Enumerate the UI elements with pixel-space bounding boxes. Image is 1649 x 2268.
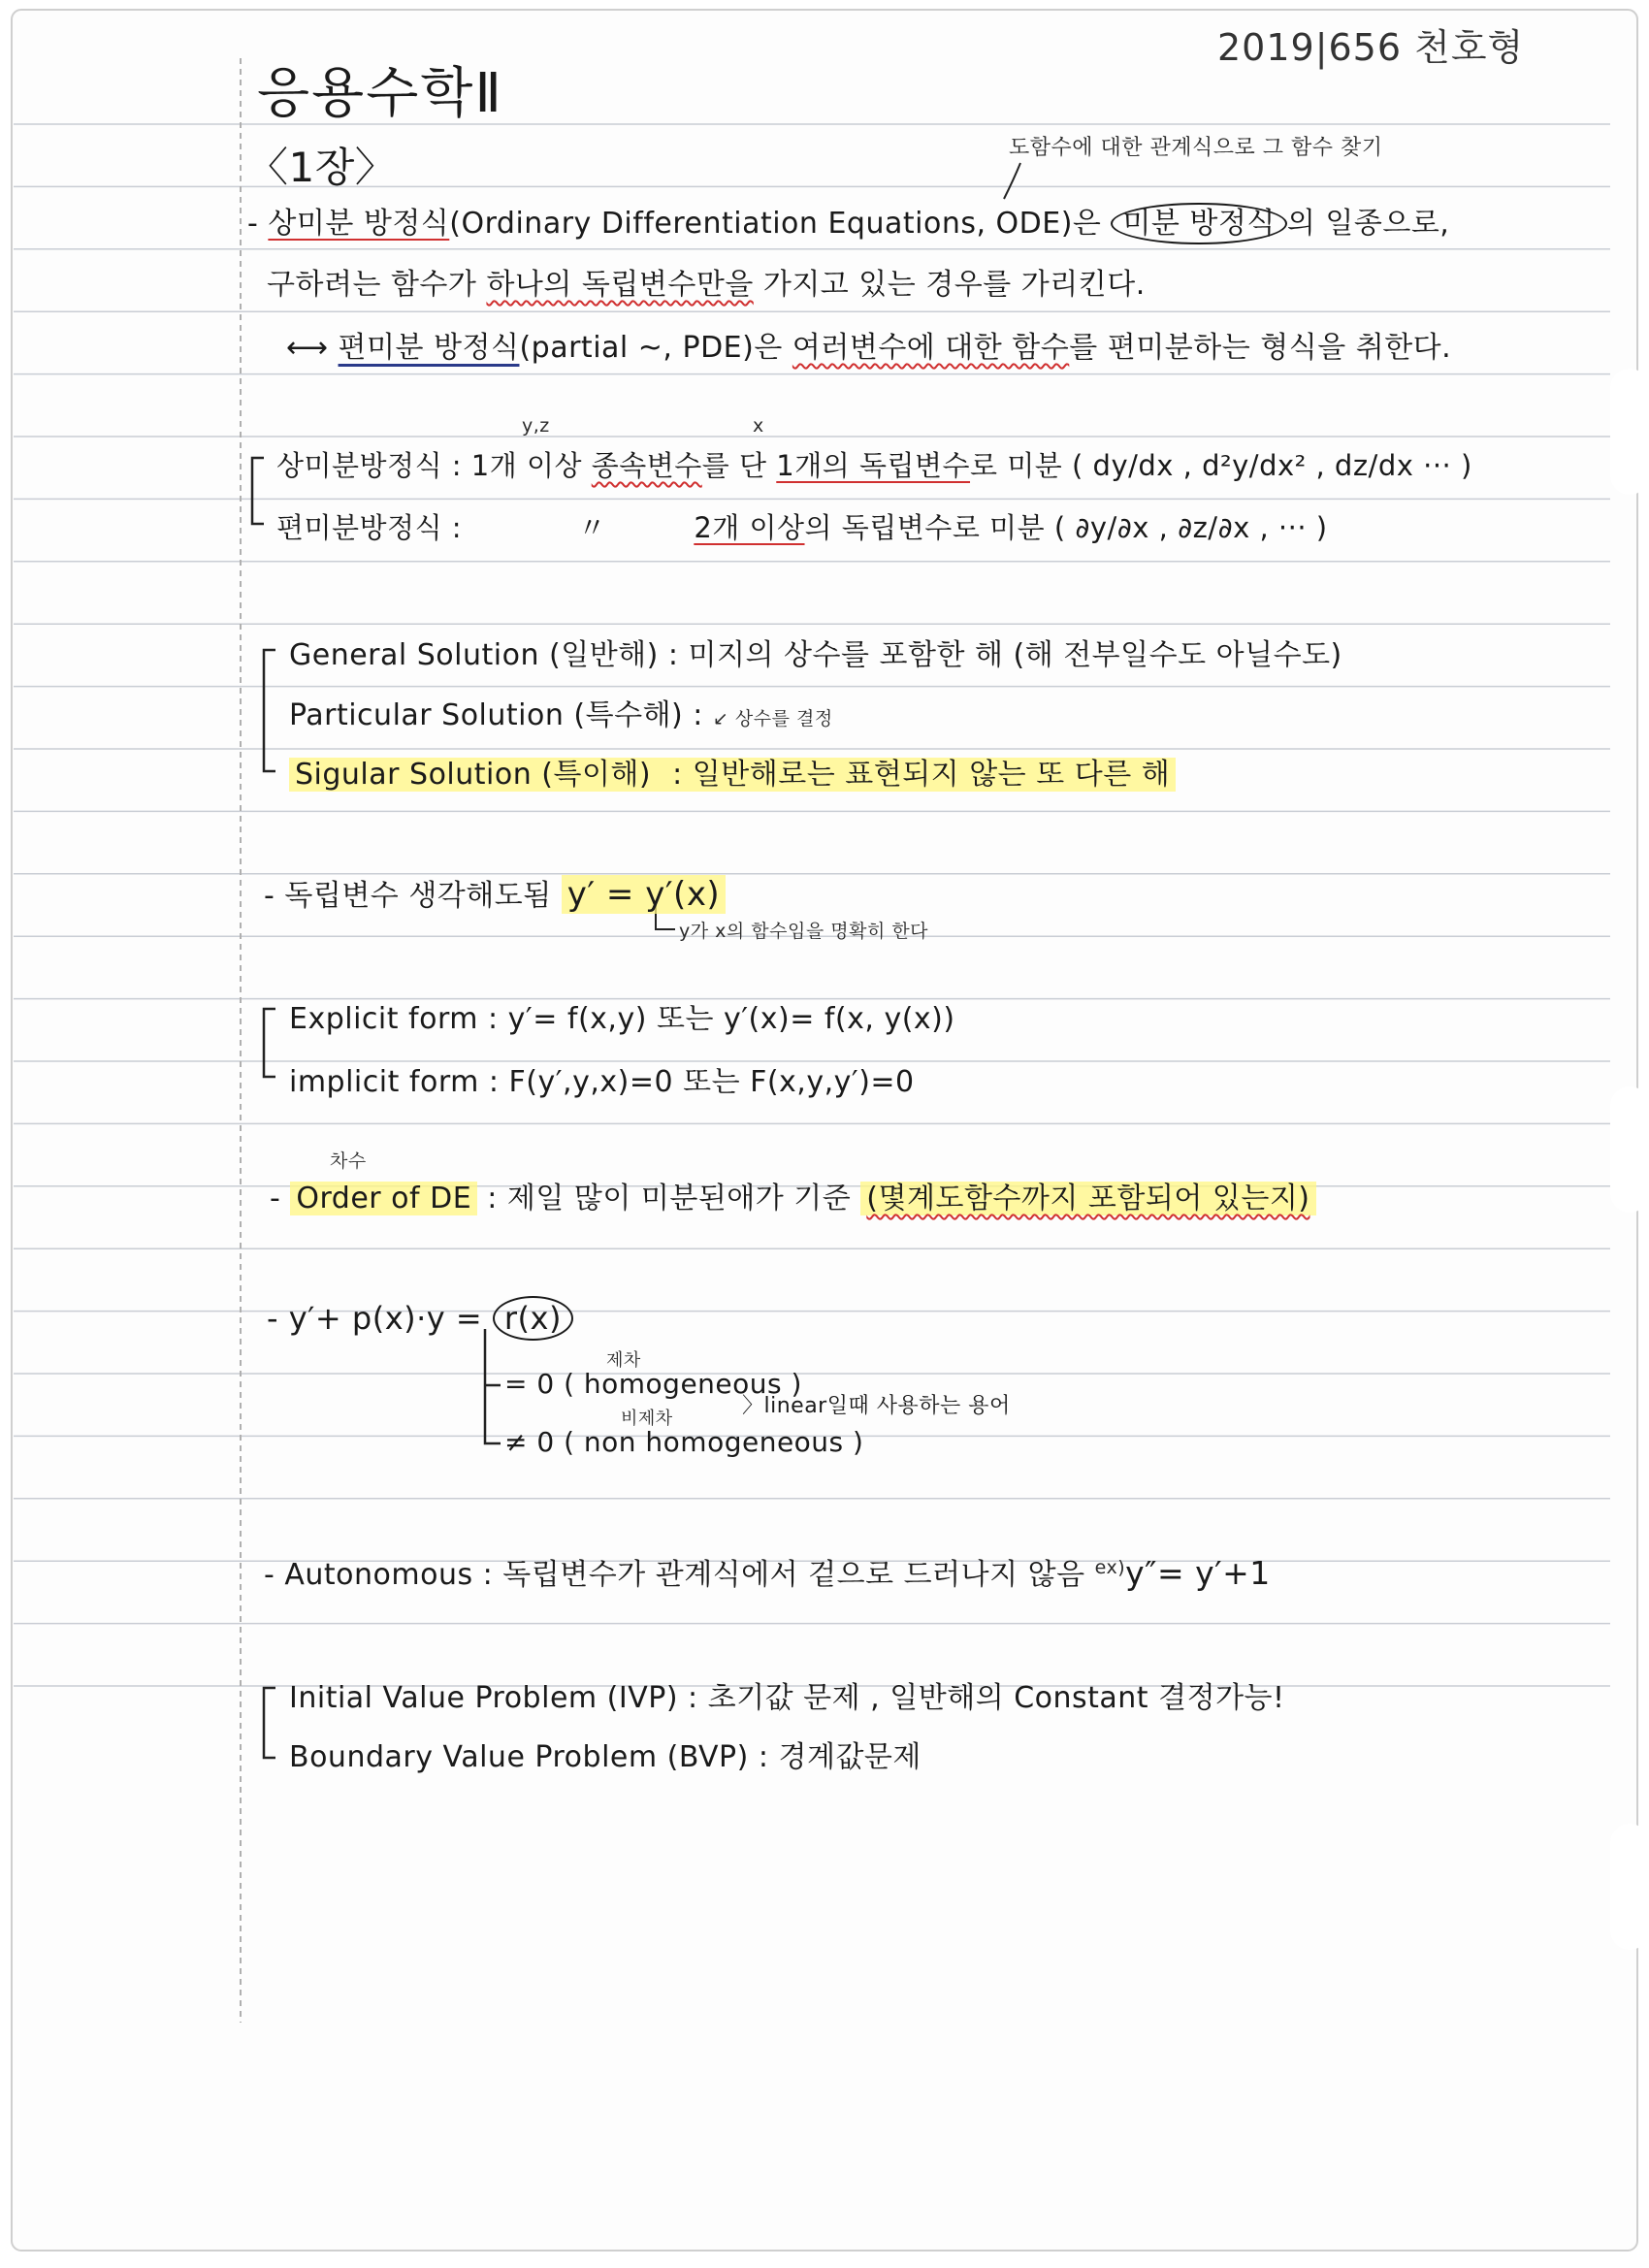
autonomous-example: y″= y′+1	[1125, 1554, 1271, 1592]
ode-comparison-line	[276, 444, 1472, 484]
term-pde: 편미분 방정식	[338, 331, 520, 365]
chapter-heading: 〈1장〉	[247, 144, 397, 191]
singular-rest: : 일반해로는 표현되지 않는 또 다른 해	[657, 758, 1176, 792]
circled-term: 미분 방정식	[1111, 203, 1286, 244]
order-rest: : 제일 많이 미분된애가 기준	[477, 1182, 861, 1215]
implicit-form: implicit form : F(y′,y,x)=0 또는 F(x,y,y′)=0	[289, 1065, 915, 1099]
binding-hole	[1610, 1086, 1649, 1213]
above-independent: x	[753, 415, 764, 437]
singular-solution	[289, 750, 1176, 793]
term-ode: 상미분 방정식	[268, 207, 450, 241]
singular-label: Sigular Solution (특이해)	[289, 758, 657, 792]
order-paren: (몇계도함수까지 포함되어 있는지)	[860, 1182, 1315, 1215]
ode-a: 1개 이상	[470, 449, 592, 482]
order-label: Order of DE	[290, 1182, 477, 1215]
y-prime-expr: y′ = y′(x)	[562, 875, 726, 914]
explicit-form: Explicit form : y′= f(x,y) 또는 y′(x)= f(x, y(x))	[289, 1002, 955, 1036]
pde-rest: 를 편미분하는 형식을 취한다.	[1069, 331, 1452, 365]
pde-underlined: 여러변수에 대한 함수	[792, 331, 1070, 365]
nonzero-above: 비제차	[621, 1409, 673, 1429]
nonhomogeneous-line: ≠ 0 ( non homogeneous )	[504, 1426, 864, 1458]
particular-solution	[289, 691, 833, 733]
order-line	[270, 1174, 1316, 1216]
ode-derivatives: ( dy/dx , d²y/dx² , dz/dx ··· )	[1072, 449, 1472, 482]
particular-note: ↙ 상수를 결정	[712, 708, 833, 729]
ode-dependent: 종속변수	[591, 449, 702, 482]
particular-label: Particular Solution (특수해) :	[289, 698, 703, 732]
autonomous-text: - Autonomous : 독립변수가 관계식에서 겉으로 드러나지 않음	[264, 1558, 1085, 1592]
ode-paren: (Ordinary Differentiation Equations, ODE)은	[449, 207, 1112, 241]
example-label: ex)	[1094, 1557, 1126, 1578]
pde-a: 2개 이상	[694, 511, 805, 544]
binding-hole	[1610, 1824, 1649, 1950]
independent-prefix: - 독립변수 생각해도됨	[264, 879, 562, 913]
line2-b: 하나의 독립변수만을	[486, 268, 754, 302]
dash: -	[247, 207, 269, 241]
pde-paren: (partial ~, PDE)은	[519, 331, 792, 365]
label-pde: 편미분방정식 :	[276, 511, 471, 544]
ode-e: 로 미분	[970, 449, 1073, 482]
ode-c: 를 단	[701, 449, 777, 482]
ode-definition-line1	[247, 199, 1449, 242]
above-dependent: y,z	[522, 415, 550, 437]
ode-independent: 1개의 독립변수	[776, 449, 971, 482]
order-above: 차수	[330, 1150, 367, 1172]
page-title: 응용수학Ⅱ	[257, 62, 503, 125]
pde-comparison-line	[276, 506, 1328, 546]
general-solution: General Solution (일반해) : 미지의 상수를 포함한 해 (해 전부일수도 아닐수도)	[289, 638, 1342, 672]
ode-definition-line2	[267, 260, 1146, 303]
order-dash: -	[270, 1182, 291, 1215]
student-id-name: 2019|656 천호형	[1217, 26, 1525, 69]
pde-definition-line	[286, 323, 1451, 366]
label-ode: 상미분방정식 :	[276, 449, 471, 482]
double-arrow: ⟷	[286, 331, 339, 365]
pde-derivatives: ( ∂y/∂x , ∂z/∂x , ··· )	[1053, 511, 1328, 544]
zero-above: 제차	[606, 1350, 641, 1371]
bvp-line: Boundary Value Problem (BVP) : 경계값문제	[289, 1740, 922, 1774]
line2-a: 구하려는 함수가	[267, 268, 487, 302]
homogeneous-line: = 0 ( homogeneous )	[504, 1368, 802, 1400]
linear-equation	[267, 1300, 573, 1337]
ivp-line: Initial Value Problem (IVP) : 초기값 문제 , 일반해의 Constant 결정가능!	[289, 1681, 1285, 1715]
ode-line1-suffix: 의 일종으로,	[1286, 207, 1450, 241]
linear-lhs: - y′+ p(x)·y =	[267, 1300, 493, 1337]
rx-circled: r(x)	[493, 1296, 573, 1341]
pde-b: 의 독립변수로 미분	[804, 511, 1054, 544]
line2-c: 가지고 있는 경우를 가리킨다.	[753, 268, 1146, 302]
independent-line	[264, 871, 726, 914]
binding-hole	[1610, 369, 1649, 495]
ode-annotation: 도함수에 대한 관계식으로 그 함수 찾기	[1009, 136, 1383, 160]
linear-note: 〉linear일때 사용하는 용어	[742, 1394, 1011, 1418]
ditto-mark: 〃	[577, 511, 607, 544]
autonomous-line	[264, 1550, 1271, 1593]
independent-note: y가 x의 함수임을 명확히 한다	[679, 921, 929, 942]
